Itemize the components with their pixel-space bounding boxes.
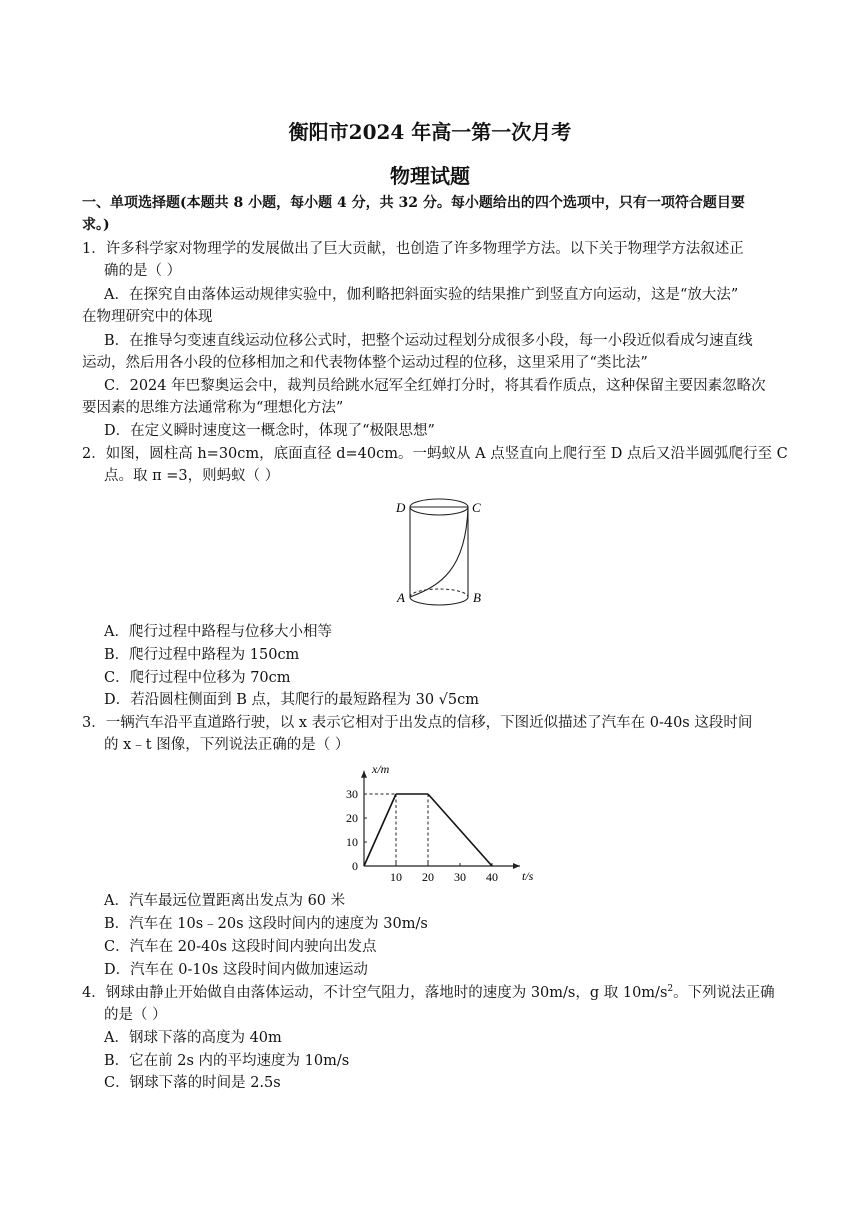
label-c: C [472,500,481,515]
q4-stem-superscript: 2 [667,984,674,995]
q1-option-a-line2: 在物理研究中的体现 [82,309,213,325]
x-tick-label: 20 [422,870,434,884]
q1-option-b-line1: B．在推导匀变速直线运动位移公式时，把整个运动过程划分成很多小段，每一小段近似看成匀速直线 [104,333,753,349]
q2-option-c: C．爬行过程中位移为 70cm [104,670,291,686]
ant-helix-path [410,507,468,597]
q2-stem-line2: 点。取 π =3，则蚂蚁（ ） [104,468,280,484]
y-tick-label: 10 [346,835,358,849]
q4-stem-text-post: 。下列说法正确 [673,985,775,1001]
label-a: A [397,590,405,605]
y-tick-label: 20 [346,811,358,825]
q4-option-a: A．钢球下落的高度为 40m [104,1030,282,1046]
q1-option-d: D．在定义瞬时速度这一概念时，体现了“极限思想” [104,423,435,439]
q4-option-c: C．钢球下落的时间是 2.5s [104,1075,281,1091]
q2-option-a: A．爬行过程中路程与位移大小相等 [104,624,332,640]
y-axis-label: x/m [372,761,390,776]
q4-option-b: B．它在前 2s 内的平均速度为 10m/s [104,1053,350,1069]
label-b: B [473,590,481,605]
q1-option-b-line2: 运动，然后用各小段的位移相加之和代表物体整个运动过程的位移，这里采用了“类比法” [82,355,648,371]
label-d: D [396,500,406,515]
exam-subtitle: 物理试题 [390,164,470,188]
q3-option-d: D．汽车在 0-10s 这段时间内做加速运动 [104,962,368,978]
x-axis-label: t/s [522,869,534,883]
q1-stem-line2: 确的是（ ） [104,263,182,279]
series-line-segment [428,794,492,866]
y-axis-arrow [361,771,367,778]
q3-option-b: B．汽车在 10s﹣20s 这段时间内的速度为 30m/s [104,916,428,932]
cylinder-figure [388,490,498,618]
q1-option-c-line2: 要因素的思维方法通常称为“理想化方法” [82,400,344,416]
x-tick-label: 40 [486,870,498,884]
q3-option-c: C．汽车在 20-40s 这段时间内驶向出发点 [104,939,377,955]
q3-stem-line1: 3．一辆汽车沿平直道路行驶，以 x 表示它相对于出发点的信移，下图近似描述了汽车在 0-40s 这段时间 [82,715,753,731]
q4-stem-line1 [82,982,775,1004]
q4-stem-text-pre: 4．钢球由静止开始做自由落体运动，不计空气阻力，落地时的速度为 30m/s，g 取 10m/s [82,985,668,1001]
q1-option-c-line1: C．2024 年巴黎奥运会中，裁判员给跳水冠军全红婵打分时，将其看作质点，这种保留主要因素忽略次 [104,378,766,394]
y-tick-label: 30 [346,787,358,801]
section1-heading-line2: 求。) [82,217,110,233]
exam-title: 衡阳市2024 年高一第一次月考 [288,120,572,144]
section1-heading-line1: 一、单项选择题(本题共 8 小题，每小题 4 分，共 32 分。每小题给出的四个选项中，只有一项符合题目要 [82,195,745,211]
y-tick-label: 0 [352,859,358,873]
cylinder-bottom-front-arc [410,597,468,605]
xt-graph [334,756,540,890]
series-line-segment [364,794,396,866]
x-tick-label: 10 [390,870,402,884]
q3-stem-line2: 的 x﹣t 图像，下列说法正确的是（ ） [104,737,350,753]
q3-option-a: A．汽车最远位置距离出发点为 60 米 [104,893,346,909]
q1-stem-line1: 1．许多科学家对物理学的发展做出了巨大贡献，也创造了许多物理学方法。以下关于物理学方法叙述正 [82,241,744,257]
q1-option-a-line1: A．在探究自由落体运动规律实验中，伽利略把斜面实验的结果推广到竖直方向运动，这是“放大法” [104,287,739,303]
x-tick-label: 30 [454,870,466,884]
q2-stem-line1: 2．如图，圆柱高 h=30cm，底面直径 d=40cm。一蚂蚁从 A 点竖直向上爬行至 D 点后又沿半圆弧爬行至 C [82,446,788,462]
q2-option-b: B．爬行过程中路程为 150cm [104,647,300,663]
x-axis-arrow [513,863,520,869]
q4-stem-line2: 的是（ ） [104,1007,167,1023]
q2-option-d: D．若沿圆柱侧面到 B 点，其爬行的最短路程为 30 √5cm [104,692,480,708]
